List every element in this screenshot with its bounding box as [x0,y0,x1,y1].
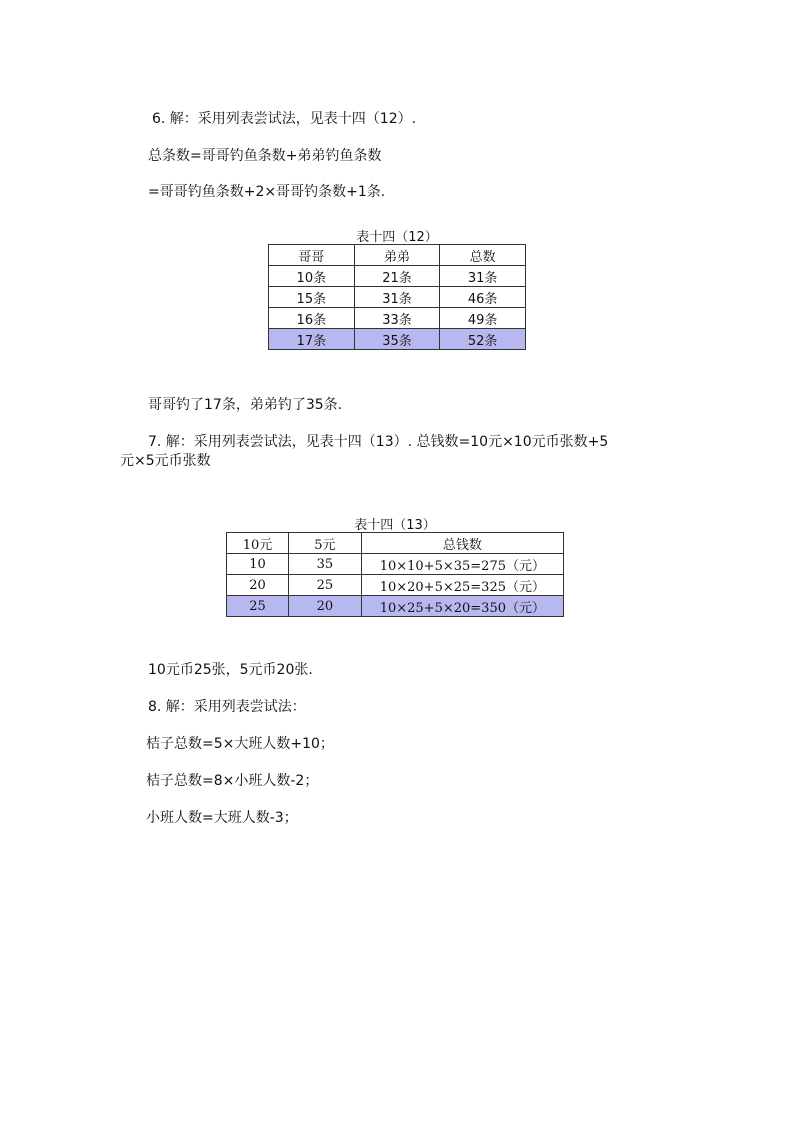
s7-line2: 元×5元币张数 [120,453,211,469]
table-cell: 10×25+5×20=350（元） [361,596,563,617]
s8-line1: 8. 解：采用列表尝试法： [148,699,306,715]
table13-header: 5元 [288,533,361,554]
table-cell: 20 [288,596,361,617]
table-cell: 15条 [269,287,355,308]
table12 [268,244,526,350]
table-cell: 46条 [440,287,526,308]
table-cell: 10×20+5×25=325（元） [361,575,563,596]
s6-answer: 哥哥钓了17条，弟弟钓了35条. [148,397,343,413]
table-row-highlighted [227,596,564,617]
table-cell: 52条 [440,329,526,350]
table-cell: 49条 [440,308,526,329]
table-cell: 10×10+5×35=275（元） [361,554,563,575]
table-row [227,575,564,596]
table13-header-row [227,533,564,554]
table-cell: 17条 [269,329,355,350]
table-cell: 25 [227,596,289,617]
table-row [269,308,526,329]
s7-answer: 10元币25张，5元币20张. [148,662,313,678]
table-cell: 16条 [269,308,355,329]
table-cell: 31条 [354,287,440,308]
table-row [269,266,526,287]
table-cell: 25 [288,575,361,596]
table-row [269,287,526,308]
table12-header: 哥哥 [269,245,355,266]
table13-caption: 表十四（13） [354,518,436,533]
table-cell: 10 [227,554,289,575]
table13-header: 10元 [227,533,289,554]
s6-line1: 6. 解：采用列表尝试法，见表十四（12）. [152,111,417,127]
table-cell: 33条 [354,308,440,329]
s8-line2: 桔子总数=5×大班人数+10； [146,736,334,752]
table-row [227,554,564,575]
table-row-highlighted [269,329,526,350]
table-cell: 35 [288,554,361,575]
s8-line3: 桔子总数=8×小班人数-2； [146,773,319,789]
s7-line1: 7. 解：采用列表尝试法，见表十四（13）. 总钱数=10元×10元币张数+5 [148,434,609,450]
table12-caption: 表十四（12） [356,230,438,245]
table-cell: 20 [227,575,289,596]
s8-line4: 小班人数=大班人数-3； [146,810,298,826]
table13 [226,532,564,617]
table-cell: 31条 [440,266,526,287]
table12-header-row [269,245,526,266]
table-cell: 35条 [354,329,440,350]
table13-header: 总钱数 [361,533,563,554]
table-cell: 21条 [354,266,440,287]
s6-line3: =哥哥钓鱼条数+2×哥哥钓条数+1条. [148,184,386,200]
table-cell: 10条 [269,266,355,287]
table12-header: 总数 [440,245,526,266]
s6-line2: 总条数=哥哥钓鱼条数+弟弟钓鱼条数 [148,148,382,164]
table12-header: 弟弟 [354,245,440,266]
